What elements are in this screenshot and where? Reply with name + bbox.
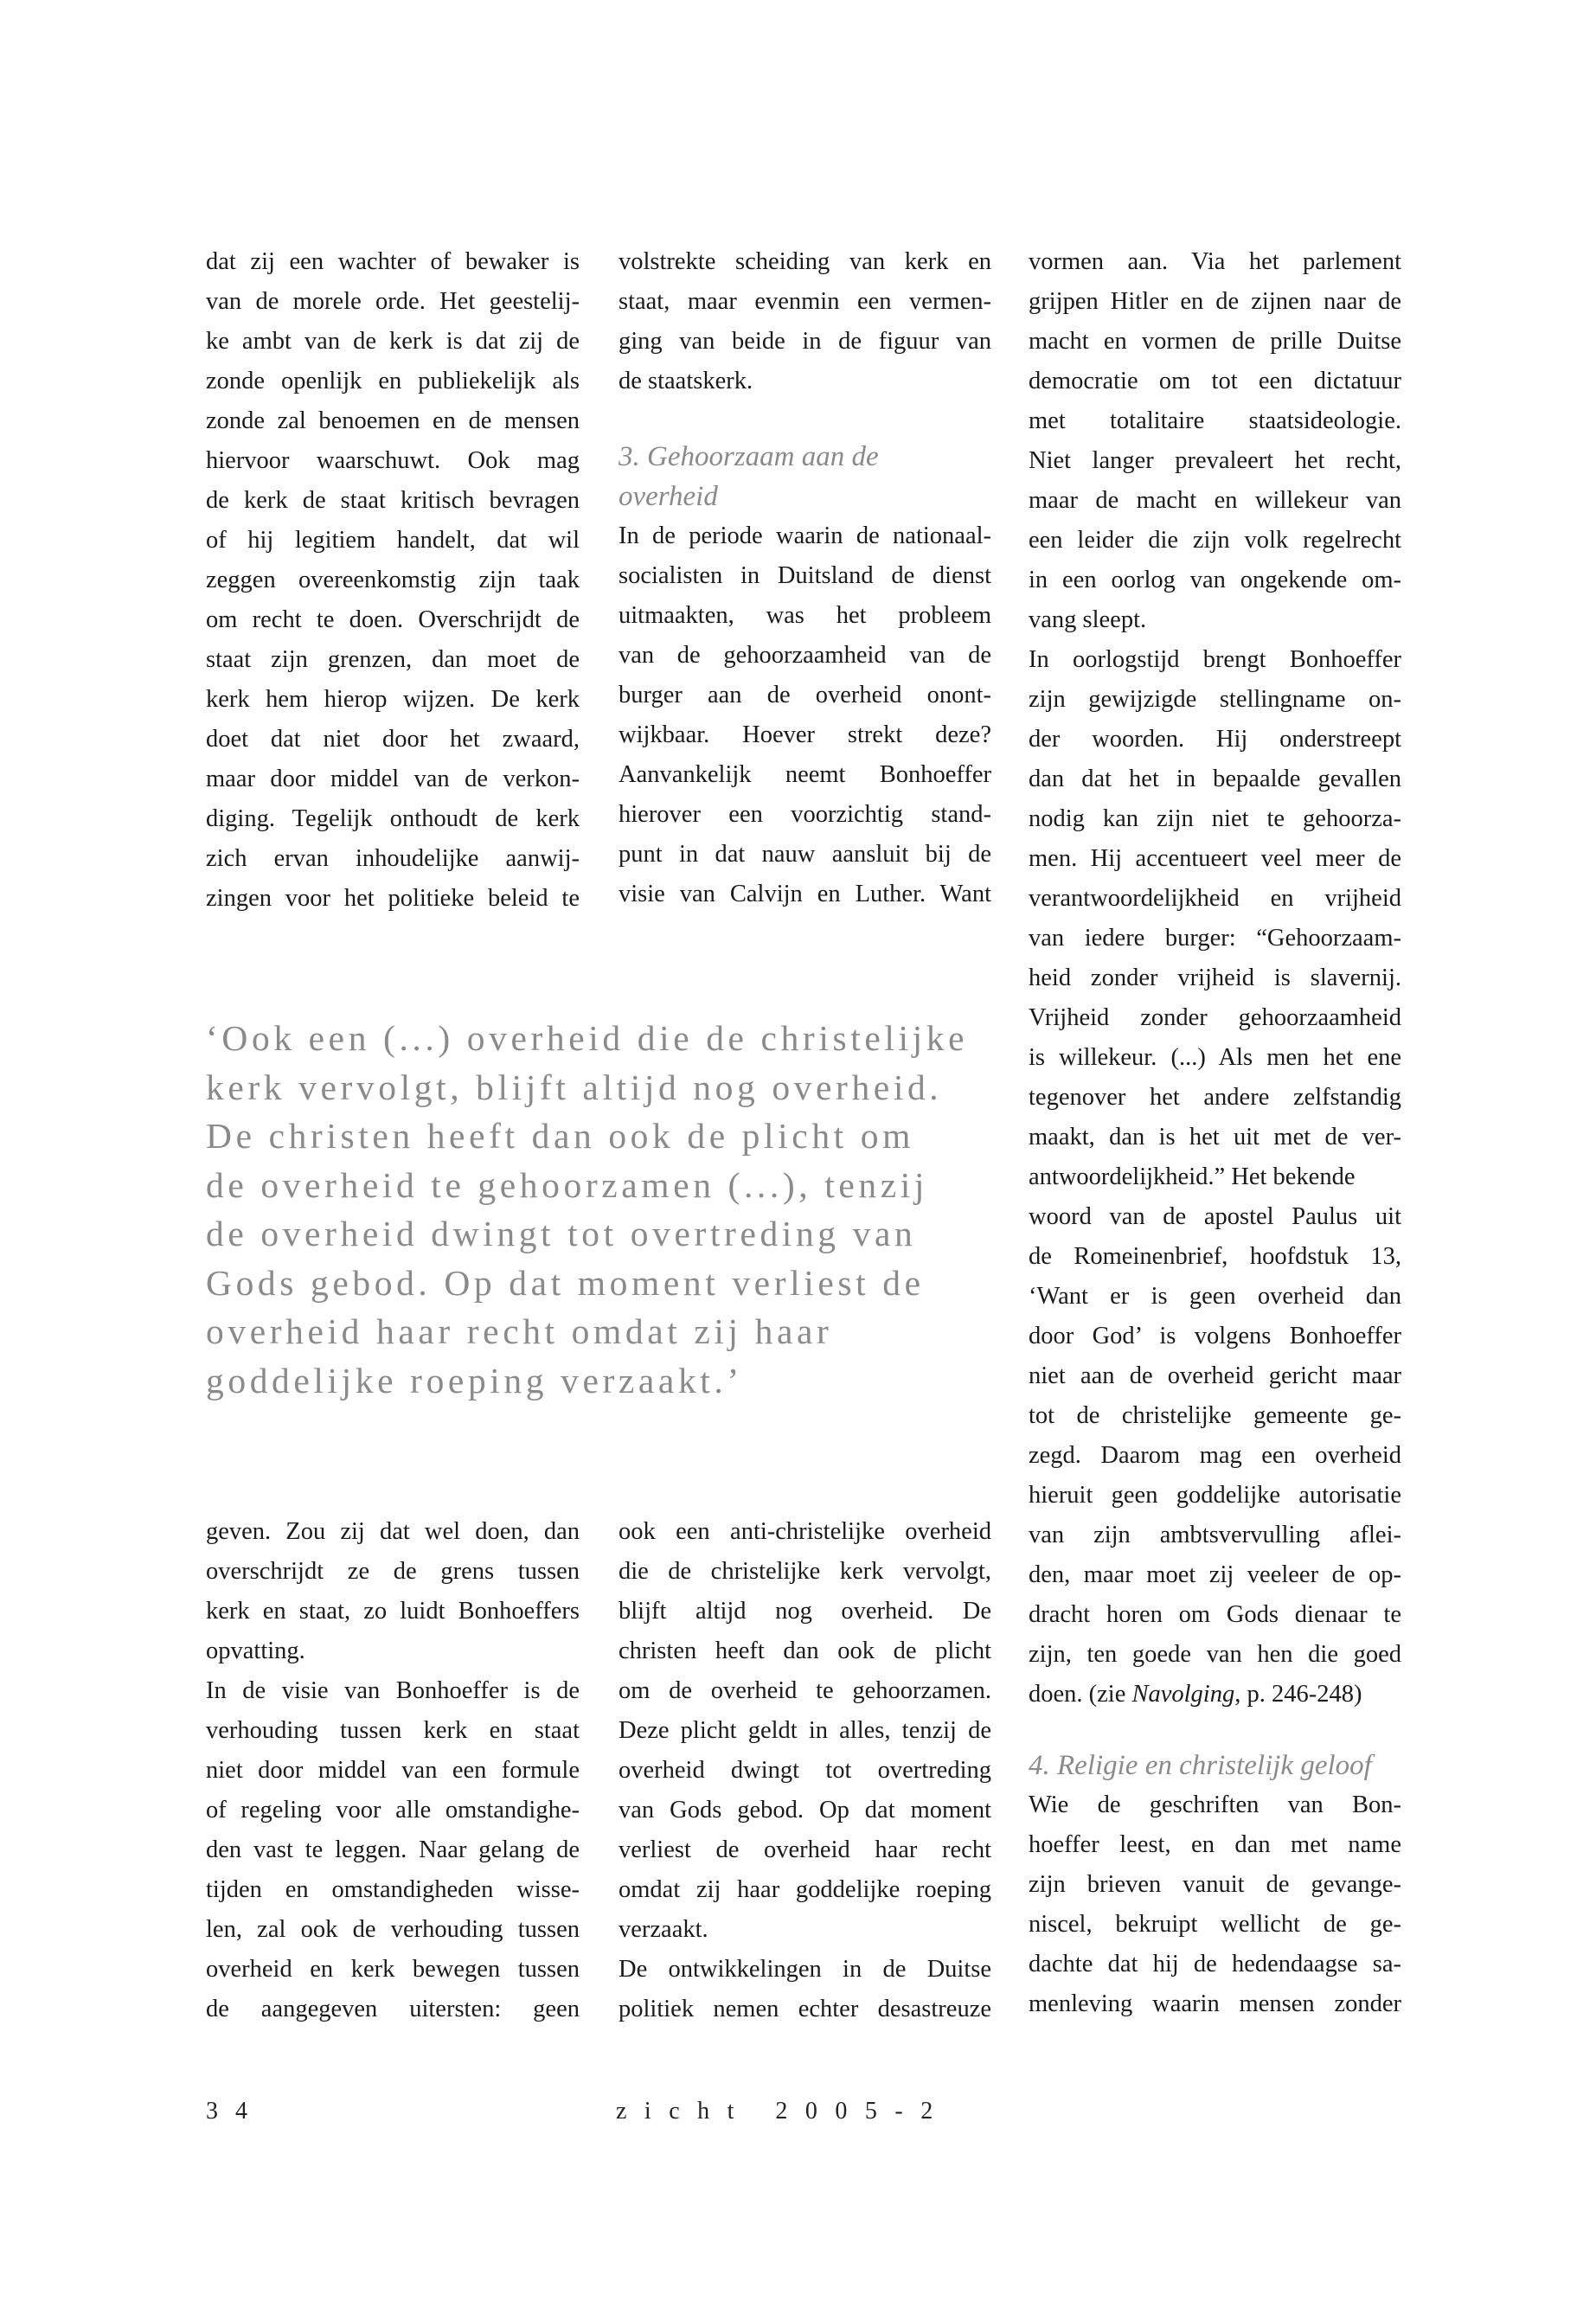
body-line: overheid en kerk bewegen tussen: [206, 1956, 580, 1983]
body-line: socialisten in Duitsland de dienst: [619, 562, 991, 589]
body-line: ke ambt van de kerk is dat zij de: [206, 328, 580, 355]
body-line: zingen voor het politieke beleid te: [206, 885, 580, 912]
body-line: verhouding tussen kerk en staat: [206, 1717, 580, 1744]
column-2-bottom: [619, 1512, 991, 2048]
body-line: visie van Calvijn en Luther. Want: [619, 881, 991, 907]
body-line: den vast te leggen. Naar gelang de: [206, 1836, 580, 1863]
body-line: hiervoor waarschuwt. Ook mag: [206, 447, 580, 474]
body-line: of hij legitiem handelt, dat wil: [206, 527, 580, 554]
body-line: antwoordelijkheid.” Het bekende: [1029, 1163, 1356, 1190]
body-line: vormen aan. Via het parlement: [1029, 248, 1401, 275]
body-line: Aanvankelijk neemt Bonhoeffer: [619, 761, 991, 788]
pull-quote: [206, 1014, 984, 1412]
body-line: de Romeinenbrief, hoofdstuk 13,: [1029, 1243, 1401, 1270]
body-line: in een oorlog van ongekende om-: [1029, 567, 1401, 593]
section-4-heading: 4. Religie en christelijk geloof: [1029, 1750, 1372, 1781]
body-line: door God’ is volgens Bonhoeffer: [1029, 1323, 1401, 1349]
body-line: len, zal ook de verhouding tussen: [206, 1916, 580, 1943]
pull-quote-line: overheid haar recht omdat zij haar: [206, 1311, 833, 1351]
body-line: van iedere burger: “Gehoorzaam-: [1029, 925, 1401, 952]
body-line: De ontwikkelingen in de Duitse: [619, 1956, 991, 1983]
body-line: blijft altijd nog overheid. De: [619, 1598, 991, 1625]
body-line: In de periode waarin de nationaal-: [619, 522, 991, 549]
body-line: In oorlogstijd brengt Bonhoeffer: [1029, 646, 1401, 673]
body-line: van zijn ambtsvervulling aflei-: [1029, 1522, 1401, 1548]
body-line: tijden en omstandigheden wisse-: [206, 1876, 580, 1903]
body-line: Vrijheid zonder gehoorzaamheid: [1029, 1004, 1401, 1031]
body-line: verzaakt.: [619, 1916, 708, 1943]
page-number: 34: [206, 2098, 265, 2125]
body-line: om de overheid te gehoorzamen.: [619, 1677, 991, 1704]
body-line: staat, maar evenmin een vermen-: [619, 288, 991, 315]
body-line: tot de christelijke gemeente ge-: [1029, 1402, 1401, 1429]
citation-prefix: doen. (zie: [1029, 1681, 1132, 1708]
body-line: zonde openlijk en publiekelijk als: [206, 368, 580, 394]
body-line: de aangegeven uitersten: geen: [206, 1996, 580, 2022]
column-1-bottom: [206, 1512, 580, 2048]
journal-issue: zicht 2005-2: [616, 2098, 951, 2125]
body-line: men. Hij accentueert veel meer de: [1029, 845, 1401, 872]
body-line: dachte dat hij de hedendaagse sa-: [1029, 1951, 1401, 1977]
body-line: van de gehoorzaamheid van de: [619, 642, 991, 669]
body-line: Deze plicht geldt in alles, tenzij de: [619, 1717, 991, 1744]
body-line: grijpen Hitler en de zijnen naar de: [1029, 288, 1401, 315]
body-line: diging. Tegelijk onthoudt de kerk: [206, 805, 580, 832]
body-line: tegenover het andere zelfstandig: [1029, 1084, 1401, 1111]
column-1-top: [206, 242, 580, 926]
body-line: maakt, dan is het uit met de ver-: [1029, 1124, 1401, 1150]
body-line: menleving waarin mensen zonder: [1029, 1990, 1401, 2017]
body-line: verliest de overheid haar recht: [619, 1836, 991, 1863]
body-line: punt in dat nauw aansluit bij de: [619, 841, 991, 868]
body-line: den, maar moet zij veeleer de op-: [1029, 1561, 1401, 1588]
pull-quote-line: de overheid dwingt tot overtreding van: [206, 1214, 917, 1253]
body-line: de kerk de staat kritisch bevragen: [206, 487, 580, 514]
body-line: verantwoordelijkheid en vrijheid: [1029, 885, 1401, 912]
body-line: is willekeur. (...) Als men het ene: [1029, 1044, 1401, 1071]
section-3-heading-line-2: overheid: [619, 481, 718, 512]
body-line: democratie om tot een dictatuur: [1029, 368, 1401, 394]
body-line: uitmaakten, was het probleem: [619, 602, 991, 629]
column-3: [1029, 242, 1401, 2059]
body-line: nodig kan zijn niet te gehoorza-: [1029, 805, 1401, 832]
body-line: zijn, ten goede van hen die goed: [1029, 1641, 1401, 1668]
body-line: zijn brieven vanuit de gevange-: [1029, 1871, 1401, 1898]
body-line: dat zij een wachter of bewaker is: [206, 248, 580, 275]
body-line: kerk en staat, zo luidt Bonhoeffers: [206, 1598, 580, 1625]
body-line: hierover een voorzichtig stand-: [619, 801, 991, 828]
body-line: zegd. Daarom mag een overheid: [1029, 1442, 1401, 1469]
body-line: dracht horen om Gods dienaar te: [1029, 1601, 1401, 1628]
body-line: der woorden. Hij onderstreept: [1029, 726, 1401, 753]
pull-quote-line: kerk vervolgt, blijft altijd nog overheid.: [206, 1067, 943, 1107]
body-line: macht en vormen de prille Duitse: [1029, 328, 1401, 355]
body-line: vang sleept.: [1029, 606, 1147, 633]
body-line: omdat zij haar goddelijke roeping: [619, 1876, 991, 1903]
body-line: kerk hem hierop wijzen. De kerk: [206, 686, 580, 713]
body-line: zonde zal benoemen en de mensen: [206, 407, 580, 434]
body-line: ‘Want er is geen overheid dan: [1029, 1283, 1401, 1310]
body-line: van Gods gebod. Op dat moment: [619, 1797, 991, 1823]
body-line: een leider die zijn volk regelrecht: [1029, 527, 1401, 554]
body-line: In de visie van Bonhoeffer is de: [206, 1677, 580, 1704]
pull-quote-line: goddelijke roeping verzaakt.’: [206, 1360, 743, 1400]
body-line: maar door middel van de verkon-: [206, 766, 580, 792]
body-line: zijn gewijzigde stellingname on-: [1029, 686, 1401, 713]
body-line: geven. Zou zij dat wel doen, dan: [206, 1518, 580, 1545]
body-line: woord van de apostel Paulus uit: [1029, 1203, 1401, 1230]
body-line: niet door middel van een formule: [206, 1757, 580, 1784]
body-line: om recht te doen. Overschrijdt de: [206, 606, 580, 633]
pull-quote-line: de overheid te gehoorzamen (...), tenzij: [206, 1164, 929, 1205]
column-2-top: [619, 242, 991, 926]
body-line: staat zijn grenzen, dan moet de: [206, 646, 580, 673]
body-line: ook een anti-christelijke overheid: [619, 1518, 991, 1545]
body-line: overschrijdt ze de grens tussen: [206, 1558, 580, 1585]
body-line: zich ervan inhoudelijke aanwij-: [206, 845, 580, 872]
body-line: niet aan de overheid gericht maar: [1029, 1362, 1401, 1389]
body-line: burger aan de overheid onont-: [619, 682, 991, 708]
body-line: doet dat niet door het zwaard,: [206, 726, 580, 753]
body-line: opvatting.: [206, 1638, 305, 1664]
body-line: overheid dwingt tot overtreding: [619, 1757, 991, 1784]
pull-quote-line: De christen heeft dan ook de plicht om: [206, 1116, 915, 1156]
body-line: die de christelijke kerk vervolgt,: [619, 1558, 991, 1585]
body-line: niscel, bekruipt wellicht de ge-: [1029, 1911, 1401, 1938]
body-line: volstrekte scheiding van kerk en: [619, 248, 991, 275]
section-3-heading-line-1: 3. Gehoorzaam aan de: [619, 441, 879, 472]
body-line: met totalitaire staatsideologie.: [1029, 407, 1401, 434]
body-line: Niet langer prevaleert het recht,: [1029, 447, 1401, 474]
body-line: ging van beide in de figuur van: [619, 328, 991, 355]
body-line: hieruit geen goddelijke autorisatie: [1029, 1482, 1401, 1509]
citation-title: Navolging: [1131, 1681, 1235, 1708]
body-line: of regeling voor alle omstandighe-: [206, 1797, 580, 1823]
body-line: christen heeft dan ook de plicht: [619, 1638, 991, 1664]
pull-quote-line: ‘Ook een (...) overheid die de christelijke: [206, 1018, 969, 1058]
body-line: Wie de geschriften van Bon-: [1029, 1791, 1401, 1818]
citation-suffix: , p. 246-248): [1234, 1681, 1362, 1708]
body-line: de staatskerk.: [619, 368, 753, 394]
body-line: heid zonder vrijheid is slavernij.: [1029, 965, 1401, 991]
body-line: dan dat het in bepaalde gevallen: [1029, 766, 1401, 792]
citation-line: [1029, 1675, 1401, 1715]
body-line: van de morele orde. Het geestelij-: [206, 288, 580, 315]
body-line: politiek nemen echter desastreuze: [619, 1996, 991, 2022]
body-line: hoeffer leest, en dan met name: [1029, 1831, 1401, 1858]
body-line: maar de macht en willekeur van: [1029, 487, 1401, 514]
body-line: wijkbaar. Hoever strekt deze?: [619, 721, 991, 748]
pull-quote-line: Gods gebod. Op dat moment verliest de: [206, 1262, 925, 1303]
body-line: zeggen overeenkomstig zijn taak: [206, 567, 580, 593]
